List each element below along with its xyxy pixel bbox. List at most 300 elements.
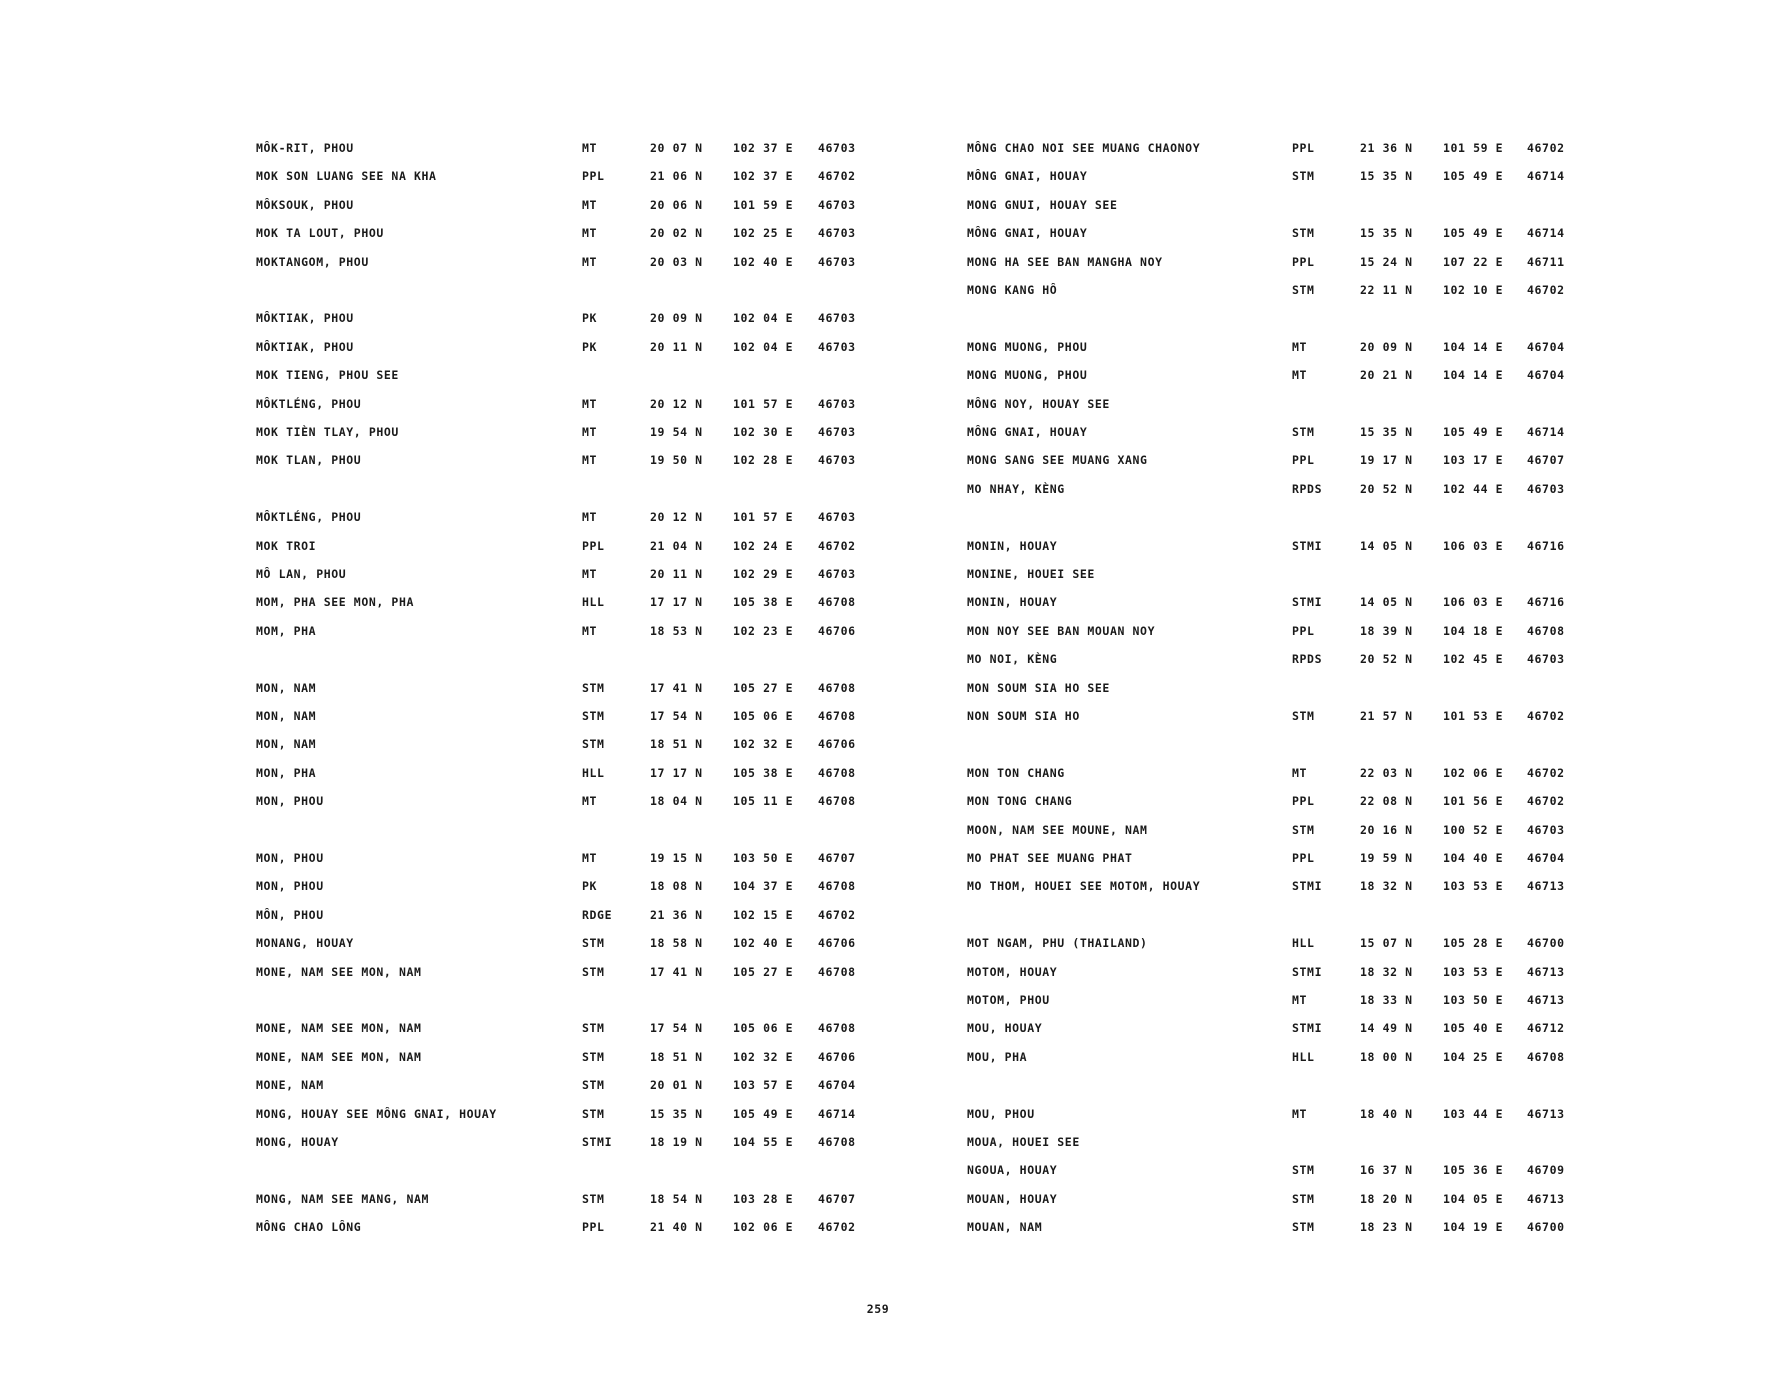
longitude: 104 05 E	[1443, 1191, 1504, 1206]
longitude: 104 37 E	[733, 879, 794, 894]
feature-code: STM	[1292, 226, 1315, 241]
map-sheet-number: 46700	[1527, 936, 1565, 951]
longitude: 105 40 E	[1443, 1021, 1504, 1036]
place-name: MONG, HOUAY SEE MÔNG GNAI, HOUAY	[256, 1106, 497, 1121]
longitude: 103 17 E	[1443, 453, 1504, 468]
place-name: MON, NAM	[256, 737, 317, 752]
place-name: NON SOUM SIA HO	[967, 709, 1080, 723]
place-name: MOKTANGOM, PHOU	[256, 254, 369, 269]
feature-code: STM	[582, 1049, 605, 1064]
latitude: 21 57 N	[1360, 709, 1413, 723]
feature-code: STM	[582, 1021, 605, 1036]
map-sheet-number: 46703	[1527, 481, 1565, 496]
map-sheet-number: 46706	[818, 1049, 856, 1064]
place-name: MÔNG GNAI, HOUAY	[967, 169, 1088, 184]
latitude: 14 05 N	[1360, 538, 1413, 553]
longitude: 103 50 E	[733, 851, 794, 865]
feature-code: PPL	[1292, 254, 1315, 269]
feature-code: PPL	[1292, 141, 1315, 155]
longitude: 105 49 E	[733, 1106, 794, 1121]
map-sheet-number: 46708	[1527, 1049, 1565, 1064]
map-sheet-number: 46709	[1527, 1163, 1565, 1178]
map-sheet-number: 46704	[1527, 368, 1565, 383]
longitude: 101 57 E	[733, 510, 794, 525]
map-sheet-number: 46708	[818, 709, 856, 723]
place-name: MON, NAM	[256, 709, 317, 723]
feature-code: MT	[582, 254, 598, 269]
latitude: 20 07 N	[650, 141, 703, 155]
feature-code: STM	[582, 936, 605, 951]
place-name: MÔNG CHAO LÔNG	[256, 1220, 362, 1235]
map-sheet-number: 46708	[818, 1135, 856, 1149]
longitude: 102 37 E	[733, 141, 794, 155]
map-sheet-number: 46713	[1527, 1191, 1565, 1206]
map-sheet-number: 46706	[818, 623, 856, 638]
latitude: 22 11 N	[1360, 283, 1413, 297]
feature-code: MT	[582, 226, 598, 241]
latitude: 19 59 N	[1360, 851, 1413, 865]
map-sheet-number: 46703	[818, 425, 856, 439]
longitude: 104 18 E	[1443, 623, 1504, 638]
latitude: 15 35 N	[1360, 425, 1413, 439]
place-name: MONE, NAM	[256, 1078, 324, 1093]
latitude: 18 32 N	[1360, 879, 1413, 894]
longitude: 102 10 E	[1443, 283, 1504, 297]
place-name: MOTOM, PHOU	[967, 993, 1050, 1007]
page-number: 259	[866, 1302, 890, 1316]
feature-code: MT	[582, 453, 598, 468]
map-sheet-number: 46702	[1527, 283, 1565, 297]
map-sheet-number: 46704	[1527, 851, 1565, 865]
latitude: 20 16 N	[1360, 822, 1413, 837]
latitude: 18 58 N	[650, 936, 703, 951]
place-name: MONG MUONG, PHOU	[967, 368, 1088, 383]
map-sheet-number: 46703	[1527, 822, 1565, 837]
place-name: MÔKTIAK, PHOU	[256, 339, 354, 354]
longitude: 103 53 E	[1443, 964, 1504, 979]
map-sheet-number: 46703	[818, 453, 856, 468]
place-name: MOU, PHOU	[967, 1106, 1035, 1121]
map-sheet-number: 46714	[1527, 226, 1565, 241]
map-sheet-number: 46703	[818, 141, 856, 155]
place-name: MONIN, HOUAY	[967, 595, 1058, 610]
place-name: MO THOM, HOUEI SEE MOTOM, HOUAY	[967, 879, 1201, 894]
map-sheet-number: 46708	[818, 794, 856, 809]
feature-code: PPL	[582, 538, 605, 553]
longitude: 104 40 E	[1443, 851, 1504, 865]
map-sheet-number: 46707	[818, 851, 856, 865]
feature-code: STMI	[1292, 879, 1323, 894]
longitude: 103 44 E	[1443, 1106, 1504, 1121]
latitude: 14 49 N	[1360, 1021, 1413, 1036]
longitude: 102 23 E	[733, 623, 794, 638]
latitude: 19 15 N	[650, 851, 703, 865]
feature-code: MT	[1292, 993, 1308, 1007]
longitude: 105 11 E	[733, 794, 794, 809]
latitude: 20 21 N	[1360, 368, 1413, 383]
longitude: 101 57 E	[733, 396, 794, 411]
place-name: MÔ LAN, PHOU	[256, 567, 347, 581]
map-sheet-number: 46704	[818, 1078, 856, 1093]
place-name: MOK SON LUANG SEE NA KHA	[256, 169, 437, 184]
latitude: 18 23 N	[1360, 1220, 1413, 1235]
map-sheet-number: 46700	[1527, 1220, 1565, 1235]
feature-code: HLL	[582, 595, 605, 610]
latitude: 20 12 N	[650, 510, 703, 525]
map-sheet-number: 46703	[818, 311, 856, 326]
map-sheet-number: 46708	[818, 680, 856, 695]
latitude: 18 19 N	[650, 1135, 703, 1149]
longitude: 102 40 E	[733, 254, 794, 269]
place-name: MOK TLAN, PHOU	[256, 453, 362, 468]
place-name: MON, NAM	[256, 680, 317, 695]
place-name: MON TON CHANG	[967, 765, 1065, 780]
map-sheet-number: 46712	[1527, 1021, 1565, 1036]
place-name: MÔNG CHAO NOI SEE MUANG CHAONOY	[967, 141, 1201, 155]
feature-code: STM	[582, 680, 605, 695]
map-sheet-number: 46708	[818, 1021, 856, 1036]
feature-code: STM	[582, 1106, 605, 1121]
feature-code: STM	[1292, 709, 1315, 723]
feature-code: STMI	[1292, 538, 1323, 553]
place-name: MONINE, HOUEI SEE	[967, 567, 1095, 581]
latitude: 18 33 N	[1360, 993, 1413, 1007]
longitude: 102 32 E	[733, 1049, 794, 1064]
place-name: MOK TROI	[256, 538, 317, 553]
latitude: 21 06 N	[650, 169, 703, 184]
place-name: MOUA, HOUEI SEE	[967, 1135, 1080, 1149]
longitude: 105 38 E	[733, 765, 794, 780]
place-name: MÔK-RIT, PHOU	[256, 141, 354, 155]
latitude: 15 35 N	[650, 1106, 703, 1121]
longitude: 103 50 E	[1443, 993, 1504, 1007]
longitude: 102 30 E	[733, 425, 794, 439]
place-name: MON NOY SEE BAN MOUAN NOY	[967, 623, 1156, 638]
feature-code: MT	[582, 425, 598, 439]
map-sheet-number: 46703	[818, 197, 856, 212]
feature-code: STM	[1292, 1220, 1315, 1235]
longitude: 101 59 E	[1443, 141, 1504, 155]
place-name: MOK TIENG, PHOU SEE	[256, 368, 399, 383]
place-name: MÔNG GNAI, HOUAY	[967, 226, 1088, 241]
longitude: 102 04 E	[733, 339, 794, 354]
longitude: 104 14 E	[1443, 339, 1504, 354]
feature-code: STM	[1292, 1163, 1315, 1178]
feature-code: MT	[1292, 368, 1308, 383]
latitude: 20 02 N	[650, 226, 703, 241]
latitude: 18 54 N	[650, 1191, 703, 1206]
map-sheet-number: 46702	[1527, 141, 1565, 155]
latitude: 15 35 N	[1360, 226, 1413, 241]
map-sheet-number: 46703	[818, 396, 856, 411]
latitude: 18 51 N	[650, 737, 703, 752]
feature-code: PPL	[1292, 453, 1315, 468]
latitude: 19 50 N	[650, 453, 703, 468]
map-sheet-number: 46713	[1527, 1106, 1565, 1121]
latitude: 20 01 N	[650, 1078, 703, 1093]
place-name: MONE, NAM SEE MON, NAM	[256, 1049, 422, 1064]
map-sheet-number: 46714	[818, 1106, 856, 1121]
place-name: MÔN, PHOU	[256, 907, 324, 922]
map-sheet-number: 46708	[818, 595, 856, 610]
feature-code: PPL	[582, 1220, 605, 1235]
latitude: 17 41 N	[650, 680, 703, 695]
map-sheet-number: 46703	[818, 567, 856, 581]
longitude: 102 06 E	[733, 1220, 794, 1235]
place-name: MÔNG NOY, HOUAY SEE	[967, 396, 1110, 411]
map-sheet-number: 46702	[1527, 765, 1565, 780]
latitude: 18 08 N	[650, 879, 703, 894]
latitude: 22 03 N	[1360, 765, 1413, 780]
longitude: 105 06 E	[733, 1021, 794, 1036]
longitude: 102 25 E	[733, 226, 794, 241]
map-sheet-number: 46707	[818, 1191, 856, 1206]
latitude: 15 24 N	[1360, 254, 1413, 269]
place-name: MOU, PHA	[967, 1049, 1028, 1064]
feature-code: PK	[582, 311, 598, 326]
map-sheet-number: 46704	[1527, 339, 1565, 354]
latitude: 21 36 N	[1360, 141, 1413, 155]
longitude: 105 27 E	[733, 680, 794, 695]
longitude: 101 59 E	[733, 197, 794, 212]
place-name: MON, PHA	[256, 765, 317, 780]
feature-code: MT	[1292, 1106, 1308, 1121]
feature-code: RPDS	[1292, 481, 1323, 496]
map-sheet-number: 46716	[1527, 538, 1565, 553]
feature-code: PPL	[1292, 623, 1315, 638]
longitude: 105 06 E	[733, 709, 794, 723]
map-sheet-number: 46714	[1527, 425, 1565, 439]
place-name: MOU, HOUAY	[967, 1021, 1043, 1036]
place-name: MON SOUM SIA HO SEE	[967, 680, 1110, 695]
latitude: 16 37 N	[1360, 1163, 1413, 1178]
longitude: 103 28 E	[733, 1191, 794, 1206]
place-name: MÔNG GNAI, HOUAY	[967, 425, 1088, 439]
feature-code: HLL	[582, 765, 605, 780]
place-name: MOUAN, HOUAY	[967, 1191, 1058, 1206]
longitude: 102 28 E	[733, 453, 794, 468]
place-name: MONG SANG SEE MUANG XANG	[967, 453, 1148, 468]
feature-code: PPL	[582, 169, 605, 184]
latitude: 20 52 N	[1360, 481, 1413, 496]
place-name: MO PHAT SEE MUANG PHAT	[967, 851, 1133, 865]
longitude: 106 03 E	[1443, 595, 1504, 610]
place-name: MONG KANG HÔ	[967, 283, 1058, 297]
longitude: 104 19 E	[1443, 1220, 1504, 1235]
map-sheet-number: 46713	[1527, 993, 1565, 1007]
latitude: 18 40 N	[1360, 1106, 1413, 1121]
place-name: MON, PHOU	[256, 794, 324, 809]
place-name: MOK TA LOUT, PHOU	[256, 226, 384, 241]
latitude: 20 11 N	[650, 339, 703, 354]
feature-code: HLL	[1292, 936, 1315, 951]
longitude: 104 14 E	[1443, 368, 1504, 383]
latitude: 18 53 N	[650, 623, 703, 638]
place-name: NGOUA, HOUAY	[967, 1163, 1058, 1178]
map-sheet-number: 46708	[1527, 623, 1565, 638]
longitude: 106 03 E	[1443, 538, 1504, 553]
place-name: MOTOM, HOUAY	[967, 964, 1058, 979]
feature-code: PPL	[1292, 851, 1315, 865]
longitude: 102 29 E	[733, 567, 794, 581]
longitude: 104 55 E	[733, 1135, 794, 1149]
longitude: 104 25 E	[1443, 1049, 1504, 1064]
longitude: 105 38 E	[733, 595, 794, 610]
place-name: MÔKTLÉNG, PHOU	[256, 510, 362, 525]
longitude: 102 24 E	[733, 538, 794, 553]
latitude: 20 09 N	[1360, 339, 1413, 354]
longitude: 105 49 E	[1443, 425, 1504, 439]
place-name: MOT NGAM, PHU (THAILAND)	[967, 936, 1148, 951]
latitude: 18 32 N	[1360, 964, 1413, 979]
longitude: 105 27 E	[733, 964, 794, 979]
place-name: MÔKSOUK, PHOU	[256, 197, 354, 212]
feature-code: PK	[582, 879, 598, 894]
feature-code: STM	[582, 1191, 605, 1206]
map-sheet-number: 46716	[1527, 595, 1565, 610]
map-sheet-number: 46708	[818, 964, 856, 979]
feature-code: STM	[582, 964, 605, 979]
map-sheet-number: 46702	[818, 538, 856, 553]
latitude: 19 54 N	[650, 425, 703, 439]
map-sheet-number: 46703	[818, 510, 856, 525]
latitude: 21 40 N	[650, 1220, 703, 1235]
feature-code: MT	[582, 197, 598, 212]
map-sheet-number: 46713	[1527, 964, 1565, 979]
feature-code: PK	[582, 339, 598, 354]
feature-code: STM	[582, 737, 605, 752]
latitude: 20 06 N	[650, 197, 703, 212]
map-sheet-number: 46706	[818, 737, 856, 752]
feature-code: STM	[582, 1078, 605, 1093]
map-sheet-number: 46706	[818, 936, 856, 951]
feature-code: STM	[1292, 822, 1315, 837]
feature-code: STM	[1292, 1191, 1315, 1206]
map-sheet-number: 46703	[1527, 652, 1565, 667]
feature-code: RDGE	[582, 907, 613, 922]
latitude: 15 07 N	[1360, 936, 1413, 951]
feature-code: MT	[1292, 765, 1308, 780]
longitude: 102 06 E	[1443, 765, 1504, 780]
place-name: MO NHAY, KÈNG	[967, 481, 1065, 496]
longitude: 103 53 E	[1443, 879, 1504, 894]
latitude: 18 00 N	[1360, 1049, 1413, 1064]
place-name: MÔKTLÉNG, PHOU	[256, 396, 362, 411]
map-sheet-number: 46707	[1527, 453, 1565, 468]
place-name: MOK TIÈN TLAY, PHOU	[256, 425, 399, 439]
longitude: 103 57 E	[733, 1078, 794, 1093]
latitude: 18 04 N	[650, 794, 703, 809]
feature-code: STM	[1292, 425, 1315, 439]
feature-code: HLL	[1292, 1049, 1315, 1064]
longitude: 102 15 E	[733, 907, 794, 922]
longitude: 105 49 E	[1443, 169, 1504, 184]
feature-code: STM	[582, 709, 605, 723]
place-name: MONE, NAM SEE MON, NAM	[256, 1021, 422, 1036]
place-name: MONG, HOUAY	[256, 1135, 339, 1149]
latitude: 17 17 N	[650, 595, 703, 610]
longitude: 105 36 E	[1443, 1163, 1504, 1178]
latitude: 15 35 N	[1360, 169, 1413, 184]
feature-code: STM	[1292, 283, 1315, 297]
place-name: MOM, PHA SEE MON, PHA	[256, 595, 414, 610]
latitude: 20 52 N	[1360, 652, 1413, 667]
place-name: MÔKTIAK, PHOU	[256, 311, 354, 326]
map-sheet-number: 46702	[818, 169, 856, 184]
latitude: 20 11 N	[650, 567, 703, 581]
latitude: 20 03 N	[650, 254, 703, 269]
latitude: 18 20 N	[1360, 1191, 1413, 1206]
feature-code: MT	[582, 623, 598, 638]
place-name: MONE, NAM SEE MON, NAM	[256, 964, 422, 979]
latitude: 20 09 N	[650, 311, 703, 326]
place-name: MON TONG CHANG	[967, 794, 1073, 809]
longitude: 101 56 E	[1443, 794, 1504, 809]
longitude: 102 04 E	[733, 311, 794, 326]
latitude: 22 08 N	[1360, 794, 1413, 809]
place-name: MON, PHOU	[256, 879, 324, 894]
place-name: MOON, NAM SEE MOUNE, NAM	[967, 822, 1148, 837]
feature-code: STMI	[1292, 964, 1323, 979]
map-sheet-number: 46708	[818, 879, 856, 894]
map-sheet-number: 46703	[818, 254, 856, 269]
map-sheet-number: 46702	[818, 1220, 856, 1235]
place-name: MOM, PHA	[256, 623, 317, 638]
longitude: 102 32 E	[733, 737, 794, 752]
feature-code: RPDS	[1292, 652, 1323, 667]
longitude: 105 28 E	[1443, 936, 1504, 951]
longitude: 102 40 E	[733, 936, 794, 951]
latitude: 17 41 N	[650, 964, 703, 979]
map-sheet-number: 46703	[818, 226, 856, 241]
place-name: MOUAN, NAM	[967, 1220, 1043, 1235]
map-sheet-number: 46702	[1527, 794, 1565, 809]
longitude: 102 37 E	[733, 169, 794, 184]
feature-code: PPL	[1292, 794, 1315, 809]
place-name: MONG MUONG, PHOU	[967, 339, 1088, 354]
longitude: 102 45 E	[1443, 652, 1504, 667]
place-name: MONIN, HOUAY	[967, 538, 1058, 553]
place-name: MO NOI, KÈNG	[967, 652, 1058, 667]
place-name: MONG, NAM SEE MANG, NAM	[256, 1191, 430, 1206]
feature-code: STMI	[1292, 595, 1323, 610]
latitude: 18 39 N	[1360, 623, 1413, 638]
place-name: MONG HA SEE BAN MANGHA NOY	[967, 254, 1163, 269]
feature-code: STM	[1292, 169, 1315, 184]
feature-code: STMI	[582, 1135, 613, 1149]
map-sheet-number: 46702	[1527, 709, 1565, 723]
feature-code: MT	[1292, 339, 1308, 354]
feature-code: MT	[582, 510, 598, 525]
latitude: 21 04 N	[650, 538, 703, 553]
latitude: 19 17 N	[1360, 453, 1413, 468]
map-sheet-number: 46711	[1527, 254, 1565, 269]
latitude: 17 17 N	[650, 765, 703, 780]
map-sheet-number: 46714	[1527, 169, 1565, 184]
map-sheet-number: 46703	[818, 339, 856, 354]
map-sheet-number: 46708	[818, 765, 856, 780]
map-sheet-number: 46702	[818, 907, 856, 922]
feature-code: MT	[582, 396, 598, 411]
longitude: 105 49 E	[1443, 226, 1504, 241]
place-name: MON, PHOU	[256, 851, 324, 865]
map-sheet-number: 46713	[1527, 879, 1565, 894]
longitude: 100 52 E	[1443, 822, 1504, 837]
feature-code: MT	[582, 141, 598, 155]
feature-code: MT	[582, 851, 598, 865]
feature-code: STMI	[1292, 1021, 1323, 1036]
latitude: 21 36 N	[650, 907, 703, 922]
